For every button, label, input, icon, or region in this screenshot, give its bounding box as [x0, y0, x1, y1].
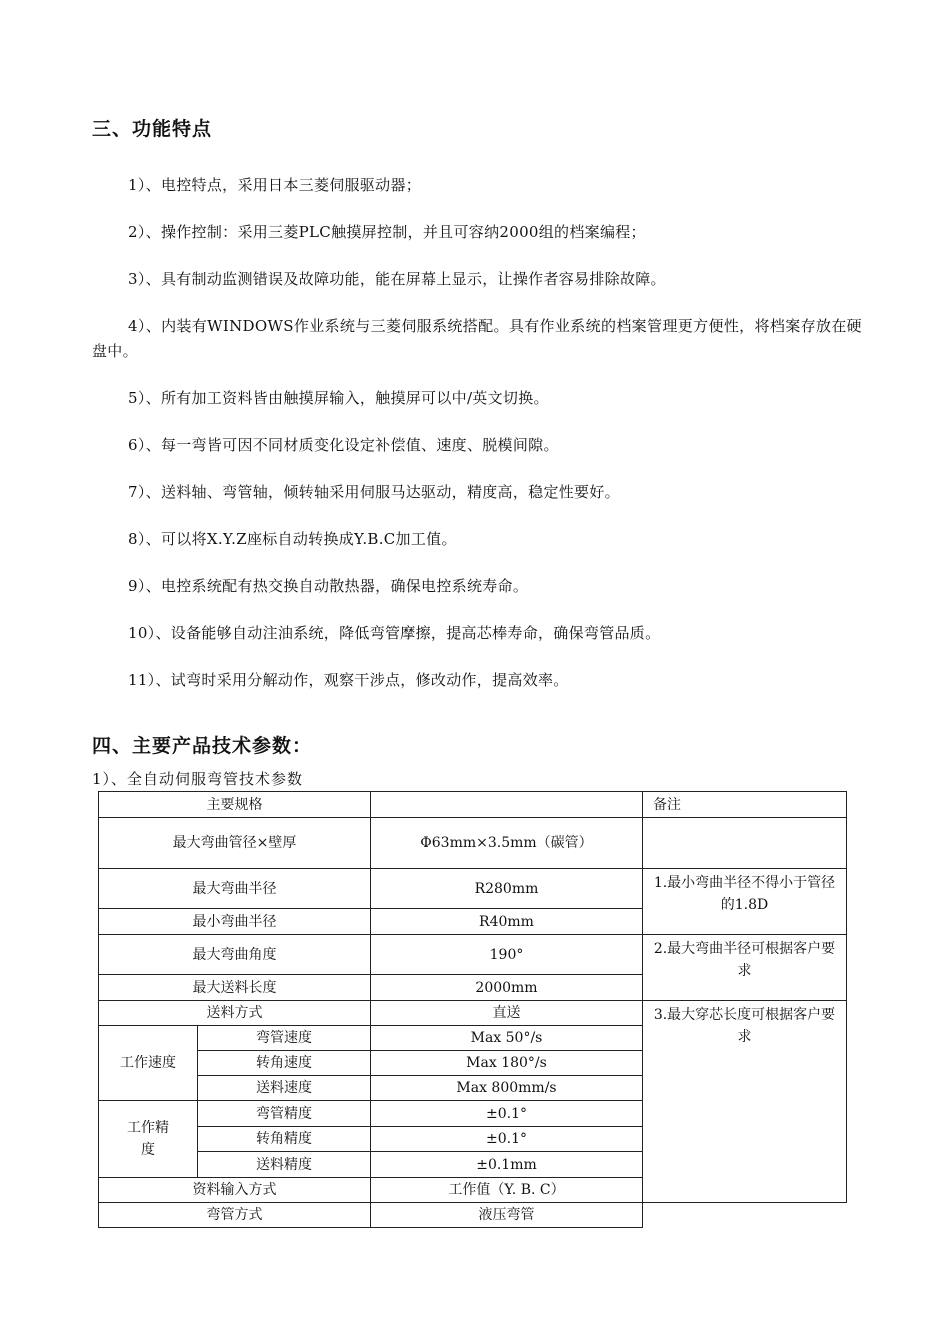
- table-row: [99, 1001, 847, 1026]
- row-value: Φ63mm×3.5mm（碳管）: [371, 818, 643, 869]
- row-label: 转角精度: [198, 1127, 371, 1152]
- row-label: 送料方式: [99, 1001, 371, 1026]
- row-label: 转角速度: [198, 1051, 371, 1076]
- row-value: ±0.1°: [371, 1101, 643, 1127]
- row-label: 最小弯曲半径: [99, 909, 371, 935]
- feature-item: 3）、具有制动监测错误及故障功能，能在屏幕上显示，让操作者容易排除故障。: [128, 270, 666, 288]
- row-label: 最大送料长度: [99, 975, 371, 1001]
- row-label: 送料速度: [198, 1076, 371, 1101]
- feature-item: 11）、试弯时采用分解动作，观察干涉点，修改动作，提高效率。: [128, 671, 569, 689]
- feature-item: 6）、每一弯皆可因不同材质变化设定补偿值、速度、脱模间隙。: [128, 436, 559, 454]
- row-value: 直送: [371, 1001, 643, 1026]
- feature-list: [92, 173, 862, 715]
- note-cell: 3.最大穿芯长度可根据客户要求: [643, 1001, 847, 1203]
- table-row: [99, 935, 847, 975]
- note-cell: 2.最大弯曲半径可根据客户要求: [643, 935, 847, 1001]
- header-cell-note: 备注: [643, 792, 847, 818]
- row-label: 弯管精度: [198, 1101, 371, 1127]
- header-cell-spec: 主要规格: [99, 792, 371, 818]
- table-row: [99, 818, 847, 869]
- feature-item: 1）、电控特点，采用日本三菱伺服驱动器；: [128, 176, 422, 194]
- section3-title: 三、功能特点: [92, 118, 213, 140]
- row-value: 工作值（Y. B. C）: [371, 1178, 643, 1203]
- row-value: 190°: [371, 935, 643, 975]
- row-label: 最大弯曲角度: [99, 935, 371, 975]
- row-label: 弯管速度: [198, 1026, 371, 1051]
- row-value: Max 50°/s: [371, 1026, 643, 1051]
- table-row: [99, 869, 847, 909]
- feature-item: 8）、可以将X.Y.Z座标自动转换成Y.B.C加工值。: [128, 530, 457, 548]
- table-caption: 1）、全自动伺服弯管技术参数: [92, 770, 304, 788]
- row-value: R280mm: [371, 869, 643, 909]
- row-value: 液压弯管: [371, 1203, 643, 1228]
- row-value: 2000mm: [371, 975, 643, 1001]
- row-label: 资料输入方式: [99, 1178, 371, 1203]
- feature-item: 2）、操作控制：采用三菱PLC触摸屏控制，并且可容纳2000组的档案编程；: [128, 223, 646, 241]
- row-value: Max 800mm/s: [371, 1076, 643, 1101]
- row-label: 送料精度: [198, 1152, 371, 1178]
- table-row: [99, 792, 847, 818]
- group-label: 工作精度: [99, 1101, 198, 1178]
- row-value: ±0.1°: [371, 1127, 643, 1152]
- section4-title: 四、主要产品技术参数：: [92, 735, 313, 757]
- row-label: 最大弯曲半径: [99, 869, 371, 909]
- feature-item: 5）、所有加工资料皆由触摸屏输入，触摸屏可以中/英文切换。: [128, 389, 549, 407]
- row-value: ±0.1mm: [371, 1152, 643, 1178]
- table-row: [99, 1203, 847, 1228]
- note-cell-empty: [643, 818, 847, 869]
- feature-item: 9）、电控系统配有热交换自动散热器，确保电控系统寿命。: [128, 577, 529, 595]
- note-cell: 1.最小弯曲半径不得小于管径的1.8D: [643, 869, 847, 935]
- spec-table: [98, 791, 847, 1228]
- row-label: 弯管方式: [99, 1203, 371, 1228]
- feature-item: 4）、内装有WINDOWS作业系统与三菱伺服系统搭配。具有作业系统的档案管理更方便性，将档案存放在硬盘中。: [92, 317, 862, 360]
- row-value: Max 180°/s: [371, 1051, 643, 1076]
- row-label: 最大弯曲管径×壁厚: [99, 818, 371, 869]
- feature-item: 7）、送料轴、弯管轴，倾转轴采用伺服马达驱动，精度高，稳定性要好。: [128, 483, 620, 501]
- feature-item: 10）、设备能够自动注油系统，降低弯管摩擦，提高芯棒寿命，确保弯管品质。: [128, 624, 661, 642]
- row-value: R40mm: [371, 909, 643, 935]
- group-label: 工作速度: [99, 1026, 198, 1101]
- header-cell-value: [371, 792, 643, 818]
